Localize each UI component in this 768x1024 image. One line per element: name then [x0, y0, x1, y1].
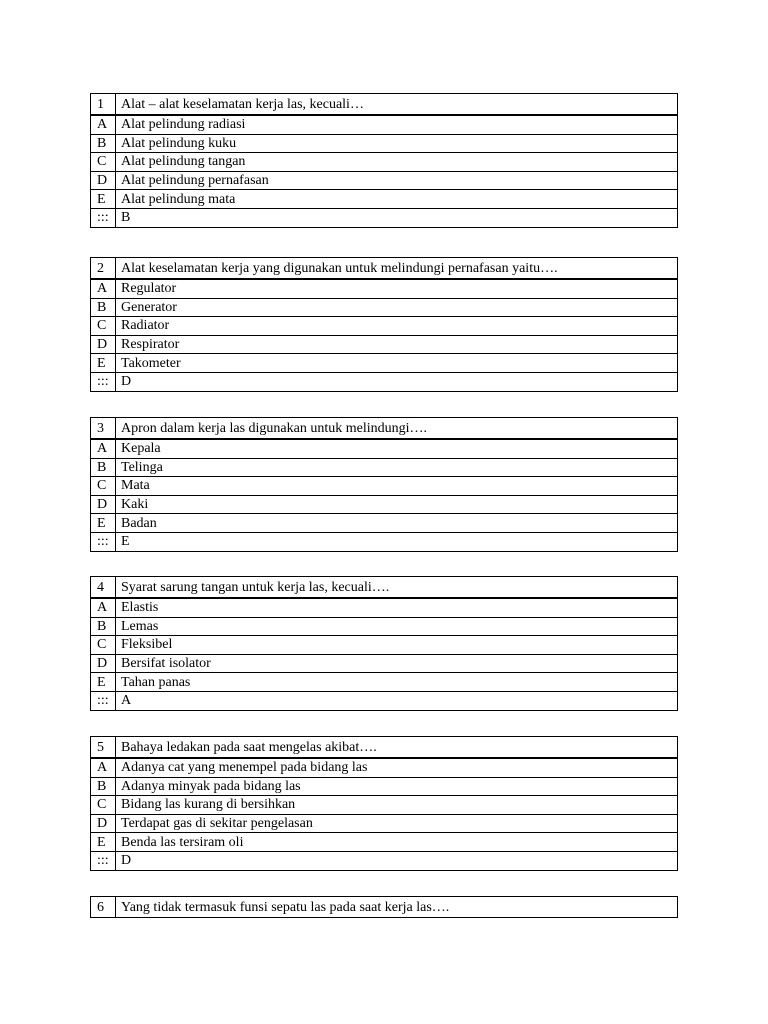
answer-row: [91, 691, 678, 710]
option-letter: B: [91, 298, 116, 317]
option-letter: C: [91, 477, 116, 496]
option-letter: C: [91, 317, 116, 336]
question-row: [91, 897, 678, 918]
answer-row: [91, 532, 678, 551]
answer-row: [91, 372, 678, 391]
option-row: [91, 134, 678, 153]
option-row: [91, 673, 678, 692]
option-letter: A: [91, 439, 116, 458]
question-2-table: [90, 257, 678, 392]
option-row: [91, 758, 678, 777]
option-letter: E: [91, 673, 116, 692]
option-letter: C: [91, 153, 116, 172]
option-text: Radiator: [116, 317, 678, 336]
question-row: [91, 94, 678, 116]
option-text: Benda las tersiram oli: [116, 833, 678, 852]
question-number: 4: [91, 577, 116, 599]
option-letter: D: [91, 335, 116, 354]
question-row: [91, 258, 678, 280]
option-text: Lemas: [116, 617, 678, 636]
question-number: 3: [91, 418, 116, 440]
question-5-table: [90, 736, 678, 871]
option-letter: C: [91, 636, 116, 655]
option-letter: B: [91, 458, 116, 477]
option-text: Takometer: [116, 354, 678, 373]
option-row: [91, 458, 678, 477]
question-text: Bahaya ledakan pada saat mengelas akibat….: [116, 737, 678, 759]
option-text: Fleksibel: [116, 636, 678, 655]
option-row: [91, 777, 678, 796]
question-3-table: [90, 417, 678, 552]
option-letter: B: [91, 617, 116, 636]
option-text: Tahan panas: [116, 673, 678, 692]
answer-row: [91, 851, 678, 870]
option-letter: E: [91, 833, 116, 852]
answer-marker: :::: [91, 372, 116, 391]
option-text: Bidang las kurang di bersihkan: [116, 796, 678, 815]
option-letter: E: [91, 514, 116, 533]
option-row: [91, 190, 678, 209]
option-text: Alat pelindung mata: [116, 190, 678, 209]
option-letter: A: [91, 758, 116, 777]
option-row: [91, 279, 678, 298]
answer-key: B: [116, 208, 678, 227]
option-text: Adanya cat yang menempel pada bidang las: [116, 758, 678, 777]
option-row: [91, 598, 678, 617]
answer-row: [91, 208, 678, 227]
option-row: [91, 171, 678, 190]
answer-marker: :::: [91, 532, 116, 551]
option-row: [91, 354, 678, 373]
option-text: Alat pelindung pernafasan: [116, 171, 678, 190]
option-row: [91, 439, 678, 458]
answer-key: D: [116, 851, 678, 870]
question-text: Alat keselamatan kerja yang digunakan untuk melindungi pernafasan yaitu….: [116, 258, 678, 280]
option-row: [91, 495, 678, 514]
answer-key: E: [116, 532, 678, 551]
option-letter: D: [91, 171, 116, 190]
option-letter: A: [91, 279, 116, 298]
option-row: [91, 814, 678, 833]
option-text: Generator: [116, 298, 678, 317]
option-text: Bersifat isolator: [116, 654, 678, 673]
answer-marker: :::: [91, 208, 116, 227]
option-row: [91, 317, 678, 336]
question-text: Alat – alat keselamatan kerja las, kecuali…: [116, 94, 678, 116]
option-letter: A: [91, 598, 116, 617]
option-text: Badan: [116, 514, 678, 533]
option-letter: D: [91, 654, 116, 673]
option-text: Alat pelindung radiasi: [116, 115, 678, 134]
question-text: Yang tidak termasuk funsi sepatu las pada saat kerja las….: [116, 897, 678, 918]
option-text: Adanya minyak pada bidang las: [116, 777, 678, 796]
option-letter: E: [91, 190, 116, 209]
option-row: [91, 115, 678, 134]
question-number: 5: [91, 737, 116, 759]
option-letter: B: [91, 777, 116, 796]
option-row: [91, 617, 678, 636]
question-1-table: [90, 93, 678, 228]
option-row: [91, 298, 678, 317]
option-letter: C: [91, 796, 116, 815]
option-row: [91, 833, 678, 852]
option-text: Terdapat gas di sekitar pengelasan: [116, 814, 678, 833]
question-number: 2: [91, 258, 116, 280]
question-row: [91, 577, 678, 599]
option-row: [91, 477, 678, 496]
option-text: Elastis: [116, 598, 678, 617]
option-row: [91, 335, 678, 354]
option-row: [91, 636, 678, 655]
answer-key: A: [116, 691, 678, 710]
question-6-table: [90, 896, 678, 918]
option-text: Respirator: [116, 335, 678, 354]
option-text: Alat pelindung kuku: [116, 134, 678, 153]
option-text: Alat pelindung tangan: [116, 153, 678, 172]
option-text: Kepala: [116, 439, 678, 458]
option-text: Regulator: [116, 279, 678, 298]
option-text: Telinga: [116, 458, 678, 477]
option-letter: D: [91, 495, 116, 514]
option-letter: E: [91, 354, 116, 373]
question-row: [91, 418, 678, 440]
option-row: [91, 654, 678, 673]
option-row: [91, 153, 678, 172]
question-number: 6: [91, 897, 116, 918]
option-letter: D: [91, 814, 116, 833]
question-4-table: [90, 576, 678, 711]
question-text: Syarat sarung tangan untuk kerja las, kecuali….: [116, 577, 678, 599]
answer-key: D: [116, 372, 678, 391]
option-letter: A: [91, 115, 116, 134]
answer-marker: :::: [91, 851, 116, 870]
answer-marker: :::: [91, 691, 116, 710]
question-row: [91, 737, 678, 759]
option-text: Mata: [116, 477, 678, 496]
option-row: [91, 796, 678, 815]
option-text: Kaki: [116, 495, 678, 514]
option-row: [91, 514, 678, 533]
question-text: Apron dalam kerja las digunakan untuk melindungi….: [116, 418, 678, 440]
question-number: 1: [91, 94, 116, 116]
option-letter: B: [91, 134, 116, 153]
